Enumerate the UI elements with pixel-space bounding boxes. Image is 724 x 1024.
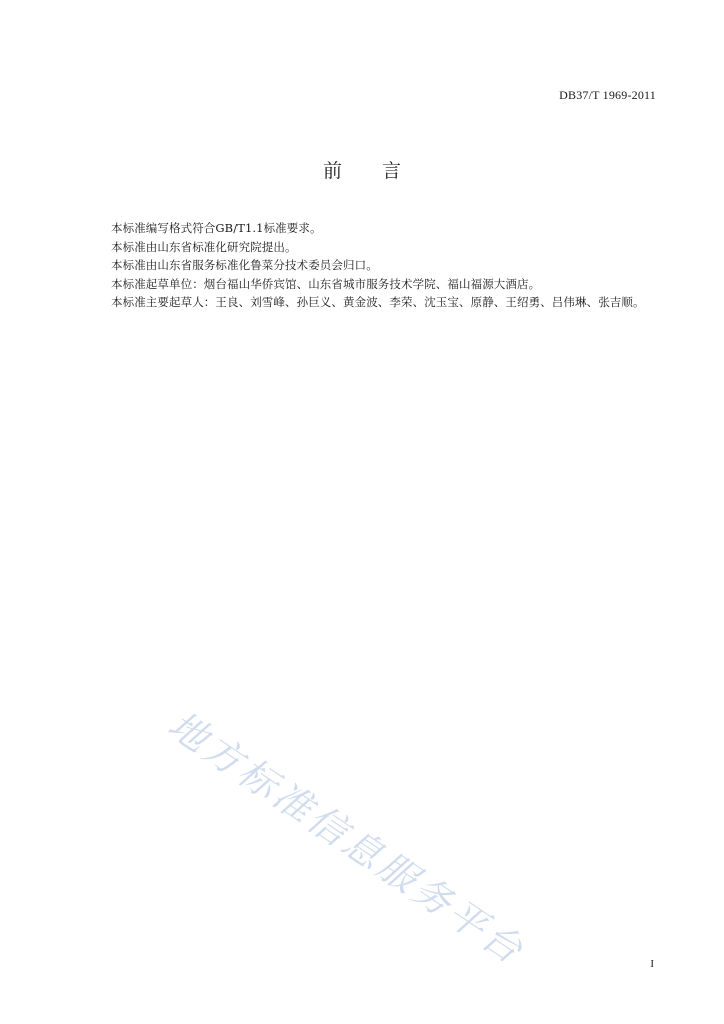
paragraph-format: 本标准编写格式符合GB/T1.1标准要求。 <box>111 221 322 235</box>
paragraph-centralized-by: 本标准由山东省服务标准化鲁菜分技术委员会归口。 <box>111 258 378 273</box>
document-code: DB37/T 1969-2011 <box>559 88 656 102</box>
page-number: I <box>650 958 654 970</box>
title-char-1: 前 <box>322 160 342 182</box>
paragraph-drafting-units: 本标准起草单位：烟台福山华侨宾馆、山东省城市服务技术学院、福山福源大酒店。 <box>111 276 541 291</box>
page-title <box>0 156 724 183</box>
title-char-2: 言 <box>382 160 402 182</box>
watermark: 地方标准信息服务平台 <box>160 702 534 974</box>
foreword-body <box>88 219 656 312</box>
paragraph-drafters: 本标准主要起草人：王良、刘雪峰、孙巨义、黄金波、李荣、沈玉宝、原静、王绍勇、吕伟琳、张吉顺。 <box>111 295 645 310</box>
paragraph-proposer: 本标准由山东省标准化研究院提出。 <box>111 239 297 254</box>
